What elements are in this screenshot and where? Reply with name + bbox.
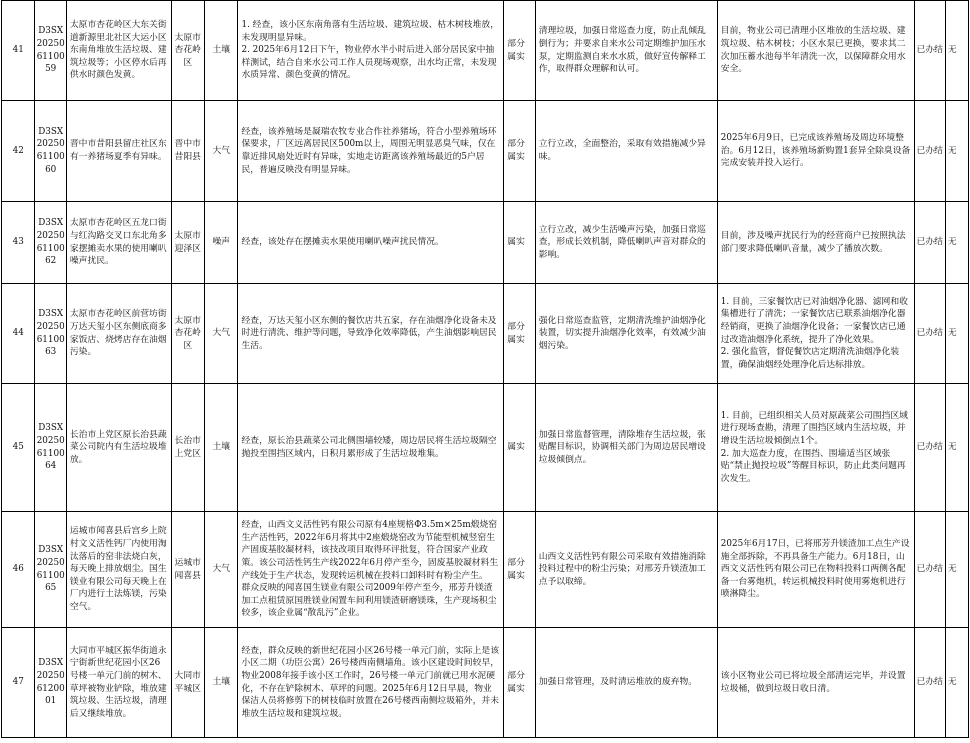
verdict: 部分属实 bbox=[504, 284, 535, 384]
verdict: 部分属实 bbox=[504, 1, 535, 101]
row-number: 46 bbox=[2, 512, 35, 628]
administrative-area: 运城市闻喜县 bbox=[171, 512, 204, 628]
complaint-content: 长治市上党区原长治县蔬菜公司院内有生活垃圾堆放。 bbox=[66, 384, 171, 512]
pollution-type: 大气 bbox=[205, 101, 238, 202]
investigation-findings: 经查，山西文义活性钙有限公司原有4座规格Φ3.5m×25m煅烧窑生产活性钙，2022年6月将其中2座煅烧窑改为节能型机械竖窑生产固废基胶凝材料，该技改项目取得环评批复，符合国家产业政策。该公司活性钙生产线2022年6月停产至今，固废基胶凝材料生产线处于生产状态，发现转运机械在投料口卸料时有粉尘产生。 群众反映的闻喜国生镁业有限公司2009年停产至今，邢芳升镁渣加工点租赁原国胜镁业闲置车间利用镁渣研磨镁珠，生产现场积尘较多，该企业属“散乱污”企业。 bbox=[238, 512, 504, 628]
rectification-progress: 该小区物业公司已将垃圾全部清运完毕，并设置垃圾桶，做到垃圾日收日清。 bbox=[717, 628, 914, 738]
row-number: 47 bbox=[2, 628, 35, 738]
rectification-progress: 目前，涉及噪声扰民行为的经营商户已按照执法部门要求降低喇叭音量，减少了播放次数。 bbox=[717, 202, 914, 284]
row-number: 41 bbox=[2, 1, 35, 101]
verdict: 部分属实 bbox=[504, 101, 535, 202]
investigation-findings: 经查，该处存在摆摊卖水果使用喇叭噪声扰民情况。 bbox=[238, 202, 504, 284]
accountability: 无 bbox=[945, 284, 968, 384]
complaint-content: 太原市杏花岭区大东关街道新源里北社区大运小区东南角堆放生活垃圾、建筑垃圾等；小区停水后再供水时颜色发黄。 bbox=[66, 1, 171, 101]
table-row bbox=[2, 384, 969, 512]
rectification-measures: 立行立改，减少生活噪声污染，加强日常巡查，形成长效机制，降低喇叭声音对群众的影响。 bbox=[535, 202, 717, 284]
case-status: 已办结 bbox=[914, 628, 945, 738]
table-body bbox=[2, 1, 969, 738]
administrative-area: 大同市平城区 bbox=[171, 628, 204, 738]
rectification-measures: 强化日常巡查监管，定期清洗维护油烟净化装置，切实提升油烟净化效率，有效减少油烟污染。 bbox=[535, 284, 717, 384]
investigation-findings: 经查，万达天玺小区东侧的餐饮店共五家，存在油烟净化设备未及时进行清洗、维护等问题，导致净化效率降低，产生油烟影响居民生活。 bbox=[238, 284, 504, 384]
case-code: D3SX202506110065 bbox=[35, 512, 66, 628]
verdict: 部分属实 bbox=[504, 628, 535, 738]
accountability: 无 bbox=[945, 512, 968, 628]
rectification-measures: 加强日常监督管理，清除堆存生活垃圾，张贴醒目标识，协调相关部门为周边居民增设垃圾倾倒点。 bbox=[535, 384, 717, 512]
rectification-progress: 2025年6月17日，已将邢芳升镁渣加工点生产设施全部拆除，不再具备生产能力。6月18日，山西文义活性钙有限公司已在物料投料口两侧各配备一台雾炮机，转运机械投料时使用雾炮机进行喷淋降尘。 bbox=[717, 512, 914, 628]
rectification-progress: 1. 目前，三家餐饮店已对油烟净化器、滤网和收集槽进行了清洗；一家餐饮店已联系油烟净化器经销商，更换了油烟净化设备；一家餐饮店已通过改造油烟净化系统，提升了净化效果。 2. 强化监管，督促餐饮店定期清洗油烟净化装置，确保油烟经处理净化后达标排放。 bbox=[717, 284, 914, 384]
rectification-measures: 立行立改，全面整治，采取有效措施减少异味。 bbox=[535, 101, 717, 202]
accountability: 无 bbox=[945, 384, 968, 512]
accountability: 无 bbox=[945, 101, 968, 202]
administrative-area: 太原市杏花岭区 bbox=[171, 1, 204, 101]
row-number: 42 bbox=[2, 101, 35, 202]
rectification-progress: 目前，物业公司已清理小区堆放的生活垃圾、建筑垃圾、枯木树枝；小区水泵已更换，要求其二次加压蓄水池每半年清洗一次，以保障群众用水安全。 bbox=[717, 1, 914, 101]
case-status: 已办结 bbox=[914, 512, 945, 628]
rectification-measures: 加强日常管理，及时清运堆放的废弃物。 bbox=[535, 628, 717, 738]
row-number: 43 bbox=[2, 202, 35, 284]
case-code: D3SX202506110063 bbox=[35, 284, 66, 384]
case-status: 已办结 bbox=[914, 101, 945, 202]
verdict: 属实 bbox=[504, 202, 535, 284]
case-status: 已办结 bbox=[914, 384, 945, 512]
rectification-progress: 2025年6月9日，已完成该养殖场及周边环境整治。6月12日，该养殖场新购置1套异全除臭设备完成安装并投入运行。 bbox=[717, 101, 914, 202]
investigation-findings: 经查，原长治县蔬菜公司北侧围墙较矮，周边居民将生活垃圾隔空抛投至围挡区域内，日积月累形成了生活垃圾堆集。 bbox=[238, 384, 504, 512]
complaint-content: 晋中市昔阳县留庄社区东有一养猪场夏季有异味。 bbox=[66, 101, 171, 202]
investigation-findings: 1. 经查，该小区东南角落有生活垃圾、建筑垃圾、枯木树枝堆放，未发现明显异味。 2. 2025年6月12日下午，物业停水半小时后进入部分居民家中抽样测试，结合自来水公司工作人员现场观察，出水均正常，未发现水质异常、颜色变黄的情况。 bbox=[238, 1, 504, 101]
table-row bbox=[2, 202, 969, 284]
table-row bbox=[2, 284, 969, 384]
investigation-findings: 经查，该养殖场是凝瑞农牧专业合作社养猪场，符合小型养殖场环保要求，厂区远离居民区500m以上，周围无明显恶臭气味，仅在靠近排风扇处近时有异味，实地走访距离该养殖场最近的5户居民，普遍反映没有明显异味。 bbox=[238, 101, 504, 202]
pollution-type: 噪声 bbox=[205, 202, 238, 284]
row-number: 45 bbox=[2, 384, 35, 512]
accountability: 无 bbox=[945, 628, 968, 738]
verdict: 属实 bbox=[504, 384, 535, 512]
row-number: 44 bbox=[2, 284, 35, 384]
case-code: D3SX202506120001 bbox=[35, 628, 66, 738]
rectification-measures: 山西文义活性钙有限公司采取有效措施消除投料过程中的粉尘污染；对邢芳升镁渣加工点予以取缔。 bbox=[535, 512, 717, 628]
rectification-progress: 1. 目前，已组织相关人员对原蔬菜公司围挡区域进行现场查勘，清理了围挡区域内生活垃圾，并增设生活垃圾倾倒点1个。 2. 加大巡查力度，在围挡、围墙适当区域张贴“禁止抛投垃圾”等醒目标识，防止此类问题再次发生。 bbox=[717, 384, 914, 512]
case-code: D3SX202506110064 bbox=[35, 384, 66, 512]
complaint-content: 大同市平城区振华街道永宁街新世纪花园小区26号楼一单元门前的树木、草坪被物业铲除，堆放建筑垃圾、生活垃圾，清理后又继续堆放。 bbox=[66, 628, 171, 738]
verdict: 部分属实 bbox=[504, 512, 535, 628]
case-code: D3SX202506110062 bbox=[35, 202, 66, 284]
complaint-content: 运城市闻喜县后宫乡上院村文义活性钙厂内使用淘汰落后的窑非法烧白灰，每天晚上排放烟尘。国生镁业有限公司每天晚上在厂内进行土法炼镁，污染空气。 bbox=[66, 512, 171, 628]
case-status: 已办结 bbox=[914, 202, 945, 284]
table-row bbox=[2, 512, 969, 628]
case-status: 已办结 bbox=[914, 284, 945, 384]
accountability: 无 bbox=[945, 202, 968, 284]
pollution-type: 土壤 bbox=[205, 1, 238, 101]
administrative-area: 晋中市昔阳县 bbox=[171, 101, 204, 202]
complaint-content: 太原市杏花岭区五龙口街与红沟路交叉口东北角多家摆摊卖水果的使用喇叭噪声扰民。 bbox=[66, 202, 171, 284]
pollution-type: 土壤 bbox=[205, 628, 238, 738]
administrative-area: 长治市上党区 bbox=[171, 384, 204, 512]
table-row bbox=[2, 628, 969, 738]
complaint-content: 太原市杏花岭区前营坊街万达天玺小区东侧底商多家饭店、烧烤店存在油烟污染。 bbox=[66, 284, 171, 384]
case-status: 已办结 bbox=[914, 1, 945, 101]
case-code: D3SX202506110059 bbox=[35, 1, 66, 101]
pollution-type: 土壤 bbox=[205, 384, 238, 512]
investigation-findings: 经查，群众反映的新世纪花园小区26号楼一单元门前，实际上是该小区二期（功臣公寓）26号楼西南侧墙角。该小区建设时间较早，物业2008年接手该小区工作时，26号楼一单元门前就已用水泥硬化，不存在铲除树木、草坪的问题。2025年6月12日早晨，物业保洁人员将修剪下的树枝临时放置在26号楼西南侧垃圾箱外，并未堆放生活垃圾和建筑垃圾。 bbox=[238, 628, 504, 738]
accountability: 无 bbox=[945, 1, 968, 101]
pollution-type: 大气 bbox=[205, 512, 238, 628]
table-row bbox=[2, 101, 969, 202]
rectification-measures: 清理垃圾，加强日常巡查力度，防止乱倾乱倒行为；并要求自来水公司定期维护加压水泵，定期监测自来水水质，做好宣传解释工作，取得群众理解和认可。 bbox=[535, 1, 717, 101]
administrative-area: 太原市迎泽区 bbox=[171, 202, 204, 284]
table-row bbox=[2, 1, 969, 101]
administrative-area: 太原市杏花岭区 bbox=[171, 284, 204, 384]
complaint-table bbox=[1, 0, 969, 738]
pollution-type: 大气 bbox=[205, 284, 238, 384]
case-code: D3SX202506110060 bbox=[35, 101, 66, 202]
